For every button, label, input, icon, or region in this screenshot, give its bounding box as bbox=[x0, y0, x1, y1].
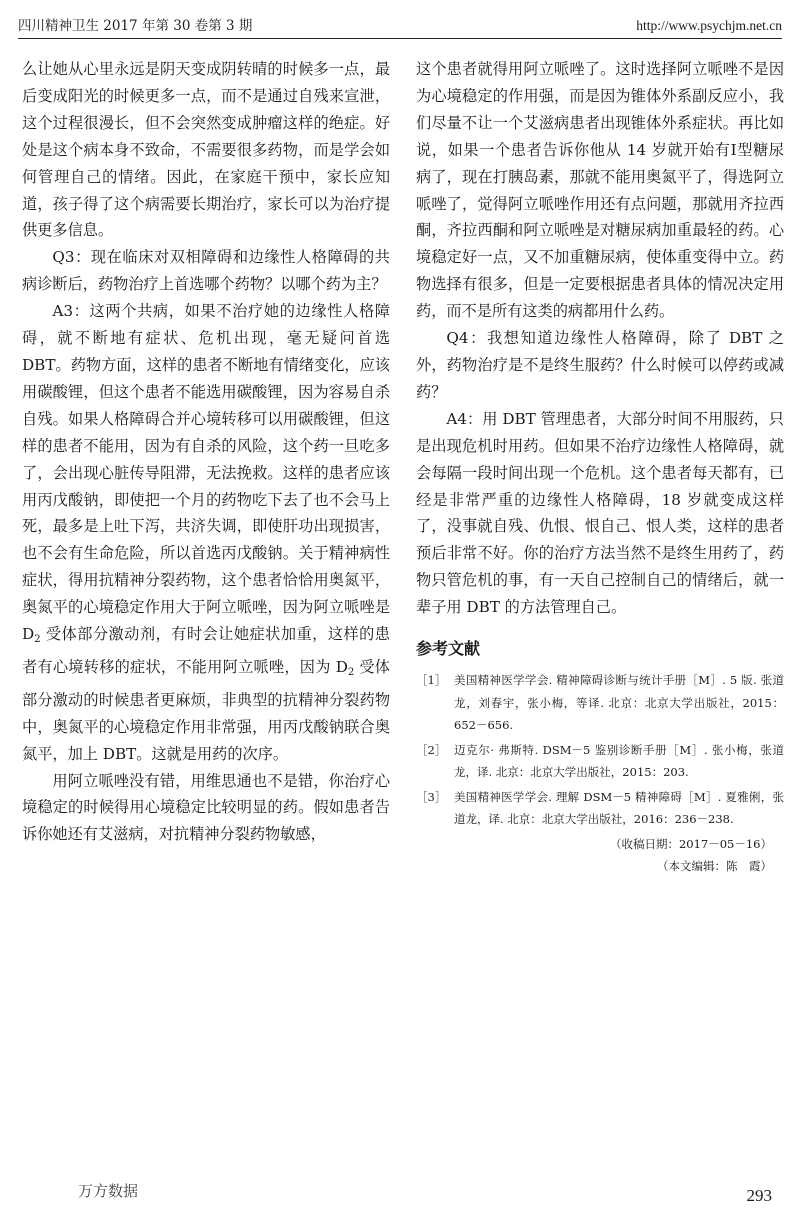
paragraph: 么让她从心里永远是阴天变成阴转晴的时候多一点，最后变成阳光的时候更多一点，而不是通过自残来宣泄，这个过程很漫长，但不会突然变成肿瘤这样的绝症。好处是这个病本身不致命，不需要很多药物，而是学会如何管理自己的情绪。因此，在家庭干预中，家长应知道，孩子得了这个病需要长期治疗，家长可以为治疗提供更多信息。 bbox=[22, 60, 390, 240]
references-heading: 参考文献 bbox=[416, 639, 481, 659]
reference-text: 美国精神医学学会. 理解 DSM－5 精神障碍［M］. 夏雅俐，张道龙，译. 北京：北京大学出版社，2016：236－238. bbox=[454, 789, 784, 827]
right-column bbox=[416, 56, 784, 877]
answer-3-text: A3：这两个共病，如果不治疗她的边缘性人格障碍，就不断地有症状、危机出现，毫无疑问首选 DBT。药物方面，这样的患者不断地有情绪变化，应该用碳酸锂，但这个患者不能选用碳酸锂，因为容易自杀自残。如果人格障碍合并心境转移可以用碳酸锂，但这样的患者不能用，因为有自杀的风险，这个药一旦吃多了，会出现心脏传导阻滞，无法挽救。这样的患者应该用丙戊酸钠，即使把一个月的药物吃下去了也不会马上死，最多是上吐下泻，共济失调，即使肝功出现损害，也不会有生命危险，所以首选丙戊酸钠。关于精神病性症状，得用抗精神分裂药物，这个患者恰恰用奥氮平，奥氮平的心境稳定作用大于阿立哌唑，因为阿立哌唑是 D bbox=[22, 302, 390, 644]
reference-text: 美国精神医学学会. 精神障碍诊断与统计手册［M］. 5 版. 张道龙，刘春宇，张小梅，等译. 北京：北京大学出版社，2015：652－656. bbox=[454, 673, 784, 733]
reference-number: ［1］ bbox=[416, 673, 447, 688]
subscript: 2 bbox=[34, 634, 41, 646]
answer-3-text: 受体部分激动的时候患者更麻烦，非典型的抗精神分裂药物中，奥氮平的心境稳定作用非常强，用丙戊酸钠联合奥氮平，加上 DBT。这就是用药的次序。 bbox=[22, 657, 390, 763]
editor-credit: （本文编辑：陈 霞） bbox=[657, 858, 772, 873]
paragraph: 这个患者就得用阿立哌唑了。这时选择阿立哌唑不是因为心境稳定的作用强，而是因为锥体外系副反应小，我们尽量不让一个艾滋病患者出现锥体外系症状。再比如说，如果一个患者告诉你他从 14 岁就开始有Ⅰ型糖尿病了，现在打胰岛素，那就不能用奥氮平了，得选阿立哌唑了，觉得阿立哌唑作用还有点问题，那就用齐拉西酮，齐拉西酮和阿立哌唑是对糖尿病加重最轻的药。心境稳定好一点，又不加重糖尿病，使体重变得中立。药物选择有很多，但是一定要根据患者具体的情况决定用药，而不是所有这类的病都用什么药。 bbox=[416, 60, 784, 321]
reference-number: ［3］ bbox=[416, 789, 447, 804]
paragraph: 用阿立哌唑没有错，用维思通也不是错，你治疗心境稳定的时候得用心境稳定比较明显的药。假如患者告诉你她还有艾滋病，对抗精神分裂药物敏感， bbox=[22, 771, 390, 844]
reference-number: ［2］ bbox=[416, 742, 447, 757]
reference-item bbox=[416, 786, 784, 831]
answer-3 bbox=[22, 298, 390, 767]
left-column bbox=[22, 56, 390, 848]
journal-title: 四川精神卫生 2017 年第 30 卷第 3 期 bbox=[18, 18, 253, 34]
received-date: （收稿日期：2017－05－16） bbox=[609, 836, 772, 851]
journal-url[interactable]: http://www.psychjm.net.cn bbox=[636, 18, 782, 33]
watermark: 万方数据 bbox=[78, 1182, 139, 1200]
subscript: 2 bbox=[347, 666, 355, 678]
answer-3-text: 受体部分激动剂，有时会让她症状加重，这样的患者有心境转移的症状，不能用阿立哌唑，因为 D bbox=[22, 625, 390, 676]
reference-text: 迈克尔· 弗斯特. DSM－5 鉴别诊断手册［M］. 张小梅，张道龙，译. 北京：北京大学出版社，2015：203. bbox=[454, 742, 784, 780]
running-header bbox=[18, 16, 782, 39]
answer-4: A4：用 DBT 管理患者，大部分时间不用服药，只是出现危机时用药。但如果不治疗边缘性人格障碍，就会每隔一段时间出现一个危机。这个患者每天都有，已经是非常严重的边缘性人格障碍，18 岁就变成这样了，没事就自残、仇恨、恨自己、恨人类，这样的患者预后非常不好。你的治疗方法当然不是终生用药了，药物只管危机的事，有一天自己控制自己的情绪后，就一辈子用 DBT 的方法管理自己。 bbox=[416, 409, 784, 617]
reference-item bbox=[416, 739, 784, 784]
question-4: Q4：我想知道边缘性人格障碍，除了 DBT 之外，药物治疗是不是终生服药？什么时候可以停药或减药？ bbox=[416, 329, 784, 401]
page-number: 293 bbox=[746, 1186, 772, 1205]
reference-item bbox=[416, 669, 784, 737]
question-3: Q3：现在临床对双相障碍和边缘性人格障碍的共病诊断后，药物治疗上首选哪个药物？以哪个药为主？ bbox=[22, 248, 390, 294]
